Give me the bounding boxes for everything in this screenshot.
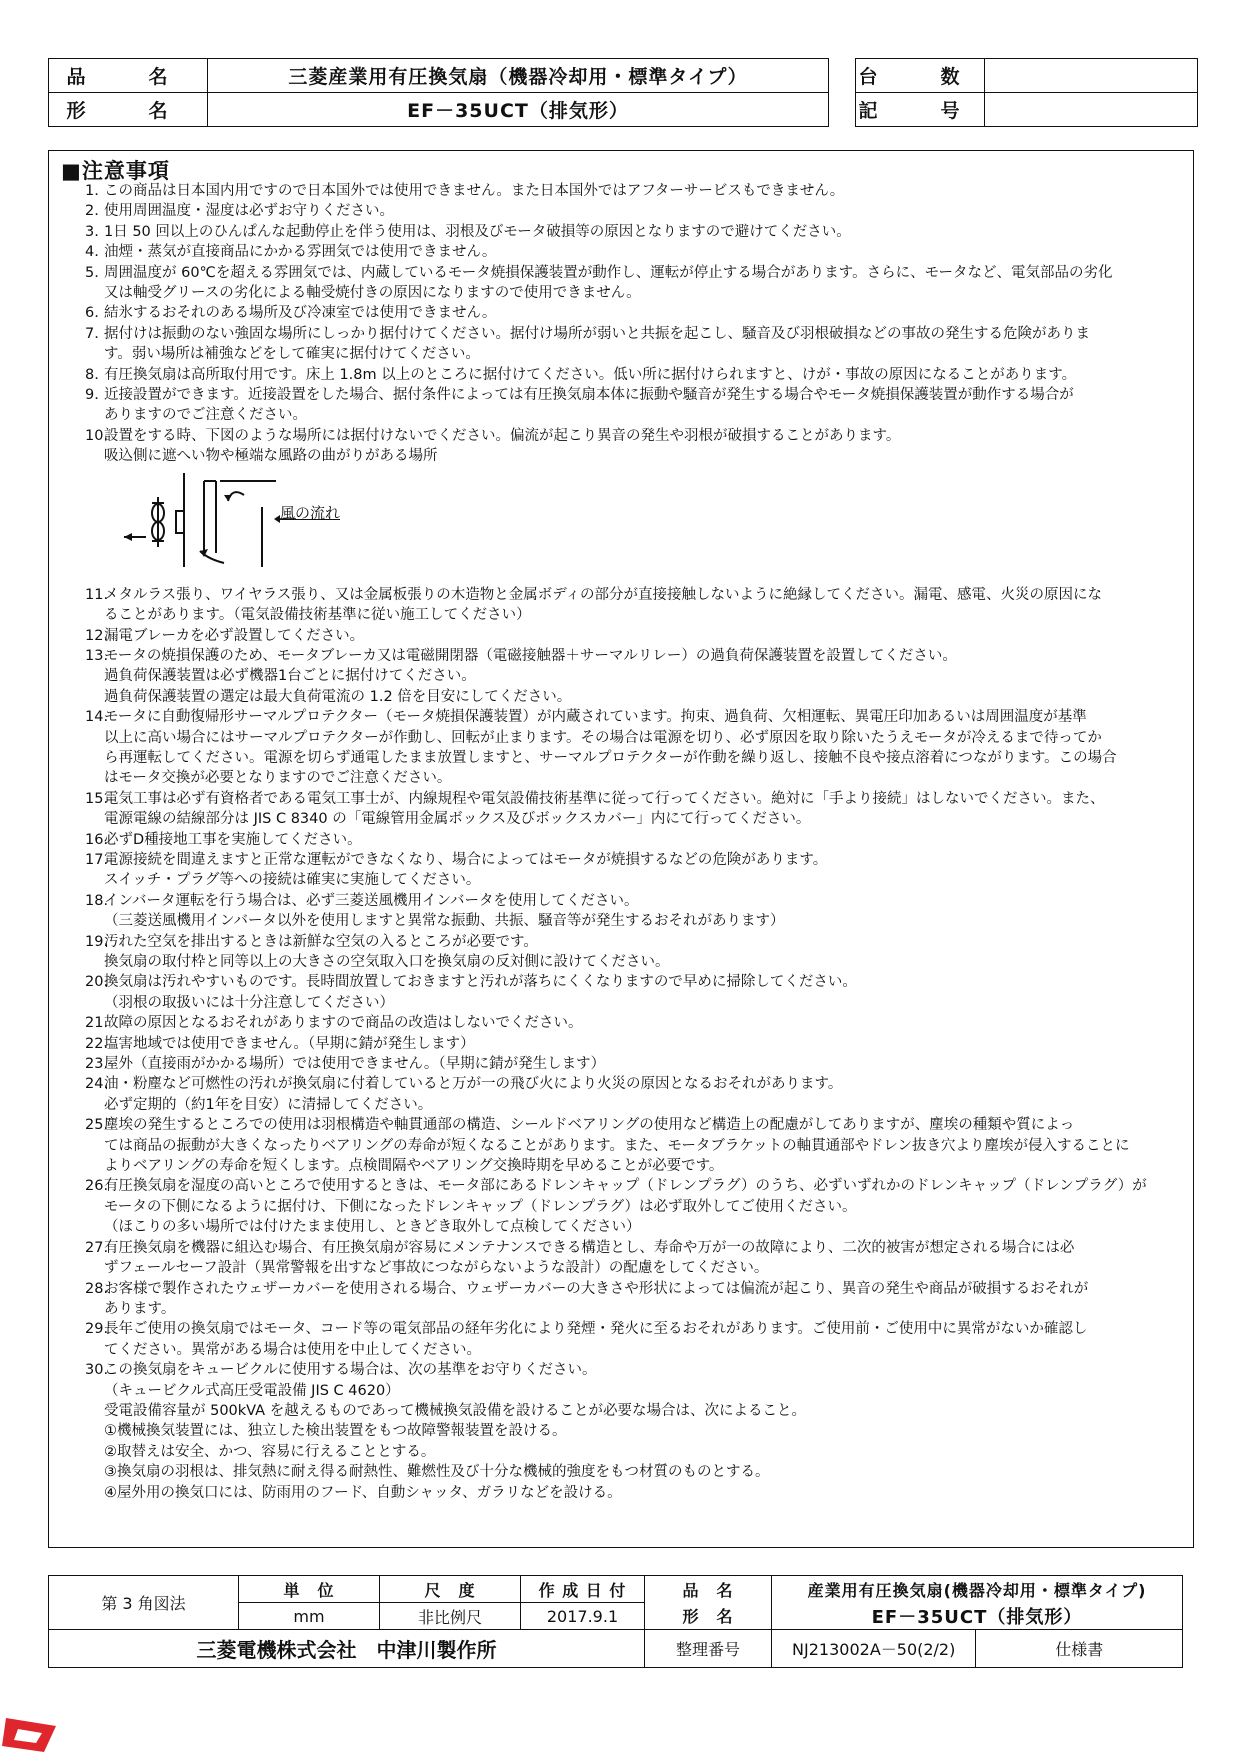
note-line: ④屋外用の換気口には、防雨用のフード、自動シャッタ、ガラリなどを設ける。 (104, 1484, 622, 1501)
note-number: 5. (85, 264, 99, 281)
note-body (104, 1054, 605, 1074)
airflow-label: 風の流れ (280, 503, 341, 522)
note-line: メタルラス張り、ワイヤラス張り、又は金属板張りの木造物と金属ボディの部分が直接接触しないように絶縁してください。漏電、感電、火災の原因にな (104, 586, 1103, 603)
note-item (85, 1319, 1175, 1360)
projection-method: 第 3 角図法 (49, 1576, 239, 1630)
note-line: 吸込側に遮へい物や極端な風路の曲がりがある場所 (104, 448, 438, 465)
note-item (85, 263, 1175, 304)
note-line: 漏電ブレーカを必ず設置してください。 (104, 627, 365, 644)
note-line: モータの焼損保護のため、モータブレーカ又は電磁開閉器（電磁接触器＋サーマルリレー）の過負荷保護装置を設置してください。 (104, 647, 957, 664)
note-number: 8. (85, 366, 99, 383)
note-number: 16. (85, 831, 109, 848)
note-line: 塵埃の発生するところでの使用は羽根構造や軸貫通部の構造、シールドベアリングの使用など構造上の配慮がしてありますが、塵埃の種類や質によっ (104, 1117, 1075, 1134)
note-line: （三菱送風機用インバータ以外を使用しますと異常な振動、共振、騒音等が発生するおそれがあります） (104, 913, 785, 930)
note-line: （ほこりの多い場所では付けたまま使用し、ときどき取外して点検してください） (104, 1219, 641, 1236)
note-body (104, 1279, 1088, 1320)
note-line: 電源接続を間違えますと正常な運転ができなくなり、場合によってはモータが焼損するなどの危険があります。 (104, 851, 828, 868)
note-item (85, 932, 1175, 973)
note-line: この商品は日本国内用ですので日本国外では使用できません。また日本国外ではアフターサービスもできません。 (104, 183, 845, 199)
note-body (104, 426, 900, 585)
note-line: 据付けは振動のない強固な場所にしっかり据付けてください。据付け場所が弱いと共振を起こし、騒音及び羽根破損などの事故の発生する危険がありま (104, 325, 1090, 342)
note-line: 屋外（直接雨がかかる場所）では使用できません。（早期に錆が発生します） (104, 1056, 606, 1073)
note-line: インバータ運転を行う場合は、必ず三菱送風機用インバータを使用してください。 (104, 892, 639, 909)
airflow-diagram-svg (124, 467, 384, 585)
note-line: 換気扇の取付枠と同等以上の大きさの空気取入口を換気扇の反対側に設けてください。 (104, 954, 670, 970)
hinmei-label: 品 名 (49, 59, 208, 93)
note-body (104, 891, 784, 932)
note-number: 24. (85, 1076, 109, 1093)
note-line: 過負荷保護装置は必ず機器1台ごとに据付けてください。 (104, 668, 476, 685)
note-body (104, 585, 1102, 626)
note-number: 23. (85, 1056, 109, 1073)
note-item (85, 707, 1175, 789)
note-line: 必ずD種接地工事を実施してください。 (104, 831, 362, 848)
note-body (104, 830, 362, 850)
header-table (48, 58, 1198, 127)
note-line: はモータ交換が必要となりますのでご注意ください。 (104, 770, 452, 787)
note-line: あります。 (104, 1300, 176, 1317)
note-item (85, 626, 1175, 646)
note-line: てください。異常がある場合は使用を中止してください。 (104, 1341, 481, 1358)
seiri-label: 整理番号 (645, 1630, 772, 1668)
scale-value: 非比例尺 (380, 1603, 521, 1630)
note-body (104, 201, 394, 221)
note-line: 受電設備容量が 500kVA を越えるものであって機械換気設備を設けることが必要な場合は、次によること。 (104, 1402, 807, 1419)
date-value: 2017.9.1 (521, 1603, 645, 1630)
note-line: 又は軸受グリースの劣化による軸受焼付きの原因になりますので使用できません。 (104, 285, 641, 302)
unit-value: mm (239, 1603, 380, 1630)
note-line: 有圧換気扇は高所取付用です。床上 1.8m 以上のところに据付けてください。低い所に据付けられますと、けが・事故の原因になることがあります。 (104, 366, 1077, 383)
hinmei-footer-label: 品 名 (645, 1576, 772, 1603)
note-item (85, 1013, 1175, 1033)
note-body (104, 1176, 1147, 1237)
note-line: 周囲温度が 60℃を超える雰囲気では、内蔵しているモータ焼損保護装置が動作し、運転が停止する場合があります。さらに、モータなど、電気部品の劣化 (104, 264, 1113, 281)
note-line: 使用周囲温度・湿度は必ずお守りください。 (104, 203, 394, 220)
note-number: 14. (85, 709, 109, 726)
note-item (85, 1115, 1175, 1176)
note-line: 塩害地域では使用できません。（早期に錆が発生します） (104, 1035, 475, 1052)
note-item (85, 1238, 1175, 1279)
note-line: 長年ご使用の換気扇ではモータ、コード等の電気部品の経年劣化により発煙・発火に至るおそれがあります。ご使用前・ご使用中に異常がないか確認し (104, 1321, 1088, 1338)
note-line: お客様で製作されたウェザーカバーを使用される場合、ウェザーカバーの大きさや形状によっては偏流が起こり、異音の発生や商品が破損するおそれが (104, 1280, 1089, 1297)
note-body (104, 385, 1074, 426)
note-number: 1. (85, 183, 99, 199)
note-body (104, 324, 1090, 365)
note-item (85, 891, 1175, 932)
note-item (85, 830, 1175, 850)
note-body (104, 626, 364, 646)
note-item (85, 365, 1175, 385)
note-number: 11. (85, 586, 109, 603)
note-line: 以上に高い場合にはサーマルプロテクターが作動し、回転が止まります。その場合は電源を切り、必ず原因を取り除いたうえモータが冷えるまで待ってか (104, 729, 1102, 746)
note-item (85, 242, 1175, 262)
note-item (85, 1360, 1175, 1503)
note-body (104, 932, 670, 973)
kigou-label: 記 号 (856, 93, 985, 127)
note-line: ら再運転してください。電源を切らず通電したまま放置しますと、サーマルプロテクターが作動を繰り返し、接触不良や接点溶着につながります。この場合 (104, 749, 1117, 766)
note-line: この換気扇をキュービクルに使用する場合は、次の基準をお守りください。 (104, 1362, 597, 1379)
note-number: 9. (85, 387, 99, 404)
note-line: ②取替えは安全、かつ、容易に行えることとする。 (104, 1443, 436, 1460)
note-line: ①機械換気装置には、独立した検出装置をもつ故障警報装置を設ける。 (104, 1423, 567, 1440)
note-body (104, 1360, 806, 1503)
note-line: スイッチ・プラグ等への接続は確実に実施してください。 (104, 872, 481, 889)
note-item (85, 1054, 1175, 1074)
note-number: 13. (85, 647, 109, 664)
daisu-label: 台 数 (856, 59, 985, 93)
note-body (104, 303, 496, 323)
note-number: 10. (85, 427, 109, 444)
note-line: モータに自動復帰形サーマルプロテクター（モータ焼損保護装置）が内蔵されています。拘束、過負荷、欠相運転、異電圧印加あるいは周囲温度が基準 (104, 709, 1087, 726)
note-line: 電気工事は必ず有資格者である電気工事士が、内線規程や電気設備技術基準に従って行ってください。絶対に「手より接続」はしないでください。また、 (104, 790, 1105, 807)
note-number: 7. (85, 325, 99, 342)
kigou-value (985, 93, 1198, 127)
note-number: 28. (85, 1280, 109, 1297)
note-item (85, 426, 1175, 585)
note-line: 必ず定期的（約1年を目安）に清掃してください。 (104, 1096, 433, 1113)
note-body (104, 263, 1113, 304)
note-item (85, 972, 1175, 1013)
note-item (85, 303, 1175, 323)
note-line: （羽根の取扱いには十分注意してください） (104, 994, 394, 1011)
date-label: 作 成 日 付 (521, 1576, 645, 1603)
note-item (85, 1176, 1175, 1237)
note-body (104, 972, 857, 1013)
note-body (104, 850, 827, 891)
note-item (85, 850, 1175, 891)
note-line: 電源電線の結線部分は JIS C 8340 の「電線管用金属ボックス及びボックスカバー」内にて行ってください。 (104, 811, 811, 828)
note-line: 有圧換気扇を機器に組込む場合、有圧換気扇が容易にメンテナンスできる構造とし、寿命や万が一の故障により、二次的被害が想定される場合には必 (104, 1239, 1075, 1256)
note-line: す。弱い場所は補強などをして確実に据付けてください。 (104, 346, 480, 363)
note-number: 15. (85, 790, 109, 807)
note-item (85, 201, 1175, 221)
note-number: 30. (85, 1362, 109, 1379)
note-number: 27. (85, 1239, 109, 1256)
note-line: 故障の原因となるおそれがありますので商品の改造はしないでください。 (104, 1015, 583, 1032)
note-body (104, 365, 1076, 385)
note-number: 25. (85, 1117, 109, 1134)
katamei-label: 形 名 (49, 93, 208, 127)
note-number: 26. (85, 1178, 109, 1195)
note-line: 油・粉塵など可燃性の汚れが換気扇に付着していると万が一の飛び火により火災の原因となるおそれがあります。 (104, 1076, 843, 1093)
katamei-footer-label: 形 名 (645, 1603, 772, 1630)
note-body (104, 1074, 842, 1115)
note-number: 22. (85, 1035, 109, 1052)
note-line: 設置をする時、下図のような場所には据付けないでください。偏流が起こり異音の発生や羽根が破損することがあります。 (104, 427, 901, 444)
note-body (104, 1238, 1074, 1279)
note-body (104, 707, 1117, 789)
hinmei-value: 三菱産業用有圧換気扇（機器冷却用・標準タイプ） (208, 59, 829, 93)
seiri-value: NJ213002A－50(2/2) (772, 1630, 976, 1668)
note-item (85, 222, 1175, 242)
note-item (85, 1074, 1175, 1115)
product-name: 産業用有圧換気扇(機器冷却用・標準タイプ) (772, 1576, 1183, 1603)
note-body (104, 1115, 1130, 1176)
note-line: モータの下側になるように据付け、下側になったドレンキャップ（ドレンプラグ）は必ず取外してご使用ください。 (104, 1198, 857, 1215)
note-body (104, 646, 957, 707)
note-number: 19. (85, 933, 109, 950)
note-item (85, 646, 1175, 707)
note-line: （キュービクル式高圧受電設備 JIS C 4620） (104, 1382, 400, 1399)
note-number: 3. (85, 223, 99, 240)
scale-label: 尺 度 (380, 1576, 521, 1603)
note-line: 汚れた空気を排出するときは新鮮な空気の入るところが必要です。 (104, 933, 538, 950)
note-number: 6. (85, 305, 99, 322)
unit-label: 単 位 (239, 1576, 380, 1603)
note-line: 有圧換気扇を湿度の高いところで使用するときは、モータ部にあるドレンキャップ（ドレンプラグ）のうち、必ずいずれかのドレンキャップ（ドレンプラグ）が (104, 1178, 1147, 1195)
note-number: 12. (85, 627, 109, 644)
note-item (85, 789, 1175, 830)
note-line: ③換気扇の羽根は、排気熱に耐え得る耐熱性、難燃性及び十分な機械的強度をもつ材質のものとする。 (104, 1464, 770, 1481)
footer-table (48, 1575, 1183, 1668)
model-name: EF－35UCT（排気形） (772, 1603, 1183, 1630)
note-line: 結氷するおそれのある場所及び冷凍室では使用できません。 (104, 305, 497, 322)
note-body (104, 1034, 475, 1054)
note-line: ありますのでご注意ください。 (104, 407, 307, 424)
note-body (104, 1013, 583, 1033)
note-body (104, 789, 1105, 830)
note-line: よりベアリングの寿命を短くします。点検間隔やベアリング交換時期を早めることが必要です。 (104, 1158, 724, 1175)
note-line: 近接設置ができます。近接設置をした場合、据付条件によっては有圧換気扇本体に振動や騒音が発生する場合やモータ焼損保護装置が動作する場合が (104, 387, 1074, 404)
note-item (85, 385, 1175, 426)
note-number: 2. (85, 203, 99, 220)
notes-list (85, 181, 1175, 1503)
note-number: 21. (85, 1015, 109, 1032)
note-line: 過負荷保護装置の選定は最大負荷電流の 1.2 倍を目安にしてください。 (104, 688, 572, 705)
note-item (85, 181, 1175, 201)
note-body (104, 242, 496, 262)
note-number: 29. (85, 1321, 109, 1338)
note-line: ずフェールセーフ設計（異常警報を出すなど事故につながらないような設計）の配慮をしてください。 (104, 1260, 769, 1277)
note-item (85, 1279, 1175, 1320)
note-number: 17. (85, 851, 109, 868)
corner-mark-icon (0, 1712, 60, 1754)
company-name: 三菱電機株式会社 中津川製作所 (49, 1630, 645, 1668)
notes-heading: ■注意事項 (61, 159, 170, 183)
document-type: 仕様書 (976, 1630, 1183, 1668)
note-body (104, 222, 851, 242)
notes-section (48, 150, 1194, 1548)
note-number: 20. (85, 974, 109, 991)
note-item (85, 324, 1175, 365)
daisu-value (985, 59, 1198, 93)
note-number: 4. (85, 244, 99, 261)
note-item (85, 585, 1175, 626)
note-line: 1日 50 回以上のひんぱんな起動停止を伴う使用は、羽根及びモータ破損等の原因となりますので避けてください。 (104, 223, 851, 240)
note-item (85, 1034, 1175, 1054)
note-line: 油煙・蒸気が直接商品にかかる雰囲気では使用できません。 (104, 244, 497, 261)
note-body (104, 181, 844, 201)
note-line: 換気扇は汚れやすいものです。長時間放置しておきますと汚れが落ちにくくなりますので早めに掃除してください。 (104, 974, 857, 991)
note-line: ることがあります。（電気設備技術基準に従い施工してください） (104, 607, 531, 624)
note-body (104, 1319, 1087, 1360)
note-number: 18. (85, 892, 109, 909)
katamei-value: EF－35UCT（排気形） (208, 93, 829, 127)
note-line: ては商品の振動が大きくなったりベアリングの寿命が短くなることがあります。また、モータブラケットの軸貫通部やドレン抜き穴より塵埃が侵入することに (104, 1137, 1130, 1154)
airflow-diagram (124, 467, 384, 585)
